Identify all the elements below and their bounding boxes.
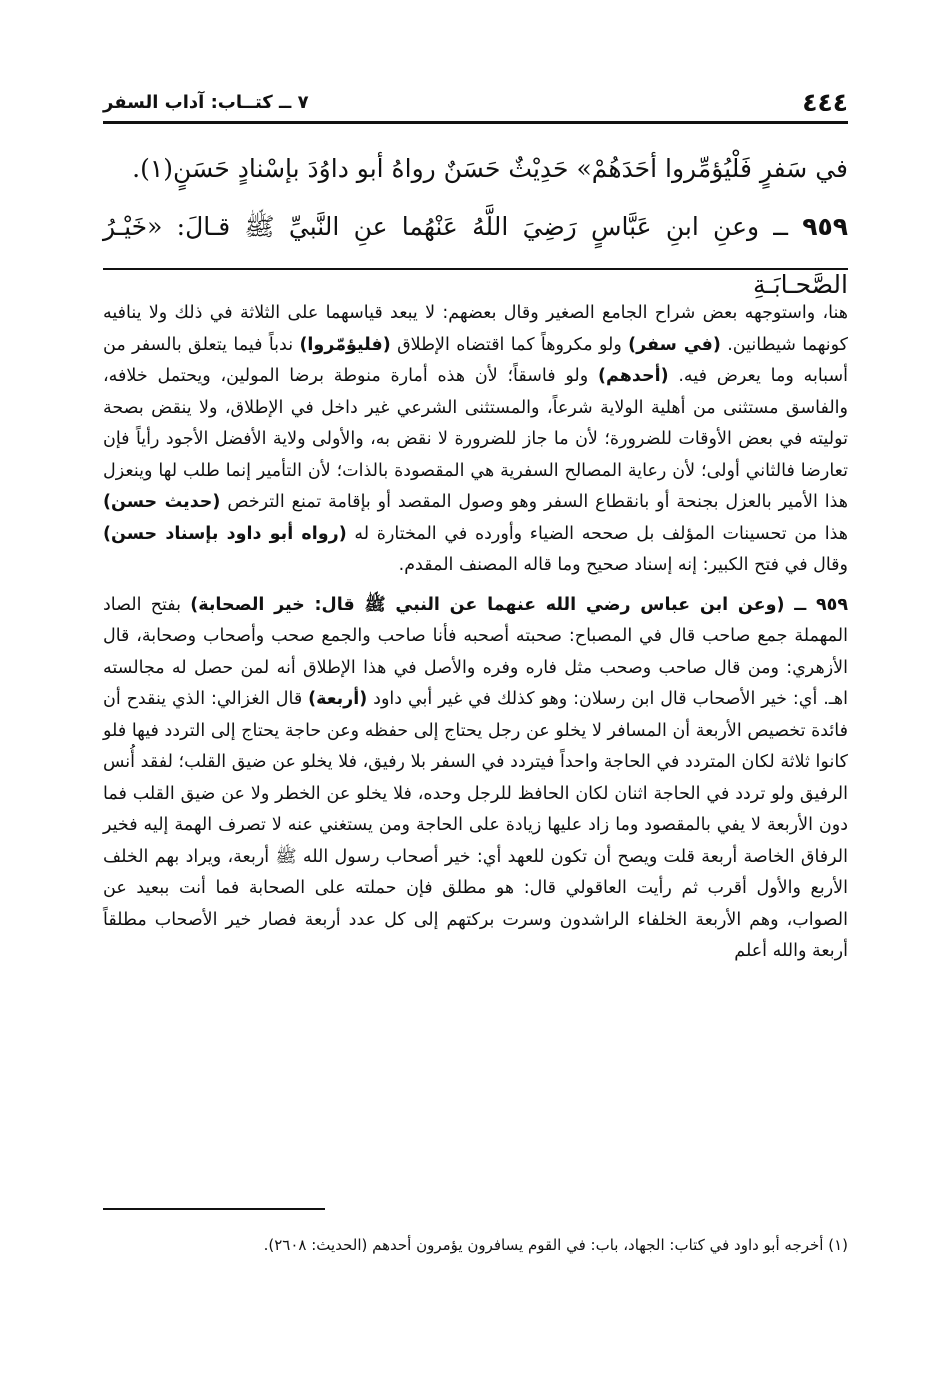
header-rule [103,121,848,124]
commentary-text: ولو فاسقاً؛ لأن هذه أمارة منوطة برضا المولين، ويحتمل خلافه، والفاسق مستثنى من أهلية الولاية شرعاً، والمستثنى الشرعي غير داخل في الإطلاق، ولا ينقض بصحة توليته في بعض الأوقات للضرورة؛ لأن ما جاز للضرورة لا نقض به، والأولى ولاية الأفضل الأجود رأياً فإن تعارضا فالثاني أولى؛ لأن رعاية المصالح السفرية هي المقصودة بالذات؛ لأن التأمير إنما طلب لها وينعزل هذا الأمير بالعزل بجنحة أو بانقطاع السفر وهو وصول المقصد أو بإقامة تمنع الترخص [103,366,848,512]
page-header [103,86,848,124]
commentary-text: وقال في فتح الكبير: إنه إسناد صحيح وما قاله المصنف المقدم. [398,555,848,575]
page-number: ٤٤٤ [802,88,848,117]
commentary-text: هنا، واستوجهه بعض شراح الجامع الصغير وقال بعضهم: لا يبعد قياسهما على الثلاثة في ذلك ولا ينافيه كونهما شيطانين. [103,303,848,355]
matn-line-1: في سَفرٍ فَلْيُؤمِّروا أحَدَهُمْ» حَدِيْثٌ حَسَنٌ رواهُ أبو داوُدَ بإسْنادٍ حَسَنٍ(١). [132,154,848,183]
running-title: ٧ ــ كتــاب: آداب السفر [103,92,309,113]
section-divider [103,268,848,270]
bold-quote: (فليؤمّروا) [299,334,391,355]
commentary-text: هذا من تحسينات المؤلف بل صححه الضياء وأورده في المختارة له [346,523,848,544]
hadith-text [103,140,848,314]
footnote: (١) أخرجه أبو داود في كتاب: الجهاد، باب: في القوم يسافرون يؤمرون أحدهم (الحديث: ٢٦٠٨). [263,1236,848,1254]
hadith-number: ٩٥٩ [802,212,849,241]
bold-quote: (أربعة) [308,689,368,709]
commentary-text: بفتح الصاد المهملة جمع صاحب قال في المصباح: صحبته أصحبه فأنا صاحب والجمع صحب وأصحاب وصحابة، قال الأزهري: ومن قال صاحب وصحب مثل فاره وفره والأصل في هذا الإطلاق أنه لمن حصل له مجالسته اهـ. أي: خير الأصحاب قال ابن رسلان: وهو كذلك في غير أبي داود [103,594,848,709]
matn-line-2-text: ــ وعنِ ابنِ عَبَّاسٍ رَضِيَ اللَّهُ عَنْهُما عنِ النَّبيِّ ﷺ قـالَ: «خَيْـرُ الصَّحـابَـةِ [103,212,848,299]
commentary-paragraph-1 [103,298,848,582]
commentary-text: قال الغزالي: الذي ينقدح أن فائدة تخصيص الأربعة أن المسافر لا يخلو عن رجل يحتاج إلى حفظه وعن حاجة يحتاج إلى التردد فيها فلو كانوا ثلاثة لكان المتردد في الحاجة واحداً فيتردد في السفر بلا رفيق، فلا يخلو عن ضيق القلب؛ لفقد أُنس الرفيق ولو تردد في الحاجة اثنان لكان الحافظ للرجل وحده، فلا يخلو عن الخطر ولا عن ضيق القلب فما دون الأربعة لا يفي بالمقصود وما زاد عليها زيادة على الحاجة ومن يستغني عنه لا تصرف الهمة إليه فخير الرفاق الخاصة أربعة قلت ويصح أن تكون للعهد أي: خير أصحاب رسول الله ﷺ أربعة، ويراد بهم الخلف الأربع والأول أقرب ثم رأيت العاقولي قال: هو مطلق فإن حملته على الصحابة فما أنت ببعيد عن الصواب، وهم الأربعة الخلفاء الراشدون وسرت بركتهم إلى كل عدد أربعة فصار خير الأصحاب مطلقاً أربعة والله أعلم [103,689,848,961]
bold-quote: (أحدهم) [598,366,669,386]
bold-quote: (في سفر) [628,334,721,355]
bold-quote: (حديث حسن) [103,492,221,512]
bold-quote: (رواه أبو داود بإسناد حسن) [103,523,347,544]
commentary [103,298,848,968]
bold-quote: ٩٥٩ ــ (وعن ابن عباس رضي الله عنهما عن النبي ﷺ قال: خير الصحابة) [190,594,848,615]
footnote-divider [103,1208,325,1210]
commentary-paragraph-2 [103,590,848,968]
commentary-text: ولو مكروهاً كما اقتضاه الإطلاق [390,334,629,355]
matn-line-2 [103,198,848,314]
commentary-text: ندباً فيما يتعلق بالسفر من أسبابه وما يعرض فيه. [103,334,848,386]
